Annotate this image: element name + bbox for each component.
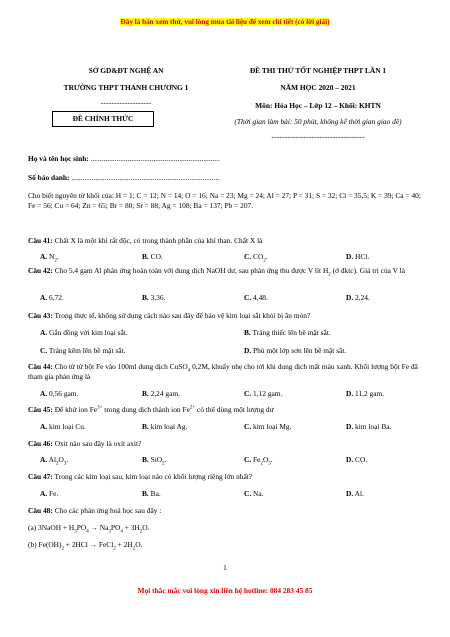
preview-banner: Đây là bản xem thử, vui lòng mua tài liệu để xem chi tiết (có lời giải): [120, 18, 330, 26]
question-46: Câu 46: Oxit nào sau đây là oxit axit?: [28, 439, 142, 448]
option-b: B. 2,24 gam.: [142, 389, 180, 398]
option-d: D. Al.: [346, 489, 364, 498]
page-number: 1: [223, 563, 227, 572]
question-47: Câu 47: Trong các kim loại sau, kim loại nào có khối lượng riêng lớn nhất?: [28, 472, 253, 481]
time-note: (Thời gian làm bài: 50 phút, không kể thời gian giao đề): [234, 117, 402, 126]
exam-title: ĐỀ THI THỬ TỐT NGHIỆP THPT LẦN 1: [249, 66, 387, 75]
left-divider: -------------------: [100, 98, 152, 107]
question-42: Câu 42: Cho 5,4 gam Al phản ứng hoàn toàn với dung dịch NaOH dư, sau phản ứng thu được V lít $H_2$ (ở đktc). Giá trị của V là: [28, 266, 406, 278]
right-divider: -----------------------------------: [271, 132, 365, 141]
reaction-b: (b) $Fe(OH)_2 + 2HCl$ → FeCl$_2$ + $2H_2O$.: [28, 540, 143, 552]
option-b: B. SiO$_2$.: [142, 455, 167, 467]
student-id-dots: ................................................................................: [69, 173, 220, 182]
option-a: A. Gắn đồng với kim loại sắt.: [40, 328, 128, 337]
hotline-footer: Mọi thắc mắc vui lòng xin liên hệ hotline: 084 283 45 85: [137, 586, 313, 595]
school-year: NĂM HỌC 2020 – 2021: [280, 83, 356, 92]
option-b: B. CO.: [142, 252, 163, 261]
option-a: A. 0,56 gam.: [40, 389, 79, 398]
option-a: A. 6,72.: [40, 293, 64, 302]
option-a: A. kim loại Cu.: [40, 422, 86, 431]
option-d: D. Phủ một lớp sơn lên bề mặt sắt.: [244, 346, 347, 355]
option-d: D. 11,2 gam.: [346, 389, 385, 398]
school-name: TRƯỜNG THPT THANH CHƯƠNG 1: [63, 83, 189, 92]
question-48: Câu 48: Cho các phản ứng hoá học sau đây :: [28, 506, 162, 515]
option-d: D. 2,24.: [346, 293, 370, 302]
subject-line: Môn: Hóa Học – Lớp 12 – Khối: KHTN: [255, 101, 381, 110]
question-text: Chất X là một khí rất độc, có trong thành phần của khí than. Chất X là: [52, 236, 263, 245]
option-b: B. kim loại Ag.: [142, 422, 188, 431]
student-name-line: [28, 154, 428, 163]
question-44: Câu 44: Cho từ từ bột Fe vào 100ml dung dịch CuSO$_4$ 0,2M, khuấy nhẹ cho tới khi dung dịch mất màu xanh. Khối lượng bột Fe đã tham gia phản ứng là: [28, 362, 418, 381]
option-c: C. Tráng kẽm lên bề mặt sắt.: [40, 346, 126, 355]
option-c: C. $Fe_2O_3$.: [244, 455, 273, 467]
student-name-dots: ......................................................................: [88, 154, 220, 163]
option-a: A. $N_2$.: [40, 252, 59, 264]
question-45: Câu 45: Để khử ion $Fe^{3+}$ trong dung dịch thành ion $Fe^{2+}$ có thể dùng một lượng dư: [28, 405, 274, 414]
option-a: A. $Al_2O_3$.: [40, 455, 69, 467]
option-c: C. 1,12 gam.: [244, 389, 283, 398]
question-43: Câu 43: Trong thực tế, không sử dụng cách nào sau đây để bảo vệ kim loại sắt khỏi bị ăn mòn?: [28, 311, 311, 320]
student-name-label: Họ và tên học sinh:: [28, 154, 89, 163]
question-41: [28, 236, 428, 246]
department-name: SỞ GD&ĐT NGHỆ AN: [88, 66, 164, 75]
option-b: B. Ba.: [142, 489, 161, 498]
option-b: B. Tráng thiếc lên bề mặt sắt.: [244, 328, 331, 337]
option-d: D. kim loại Ba.: [346, 422, 392, 431]
student-id-label: Số báo danh:: [28, 173, 70, 182]
reaction-a: (a) 3NaOH + $H_3PO_4 \to Na_3PO_4 + 3H_2O$.: [28, 523, 150, 535]
option-d: D. HCl.: [346, 252, 370, 261]
option-a: A. Fe.: [40, 489, 59, 498]
option-c: C. kim loại Mg.: [244, 422, 292, 431]
option-c: C. Na.: [244, 489, 264, 498]
option-c: C. $CO_2$.: [244, 252, 268, 264]
student-id-line: [28, 173, 428, 182]
official-exam-box: ĐỀ CHÍNH THỨC: [52, 111, 154, 127]
question-number: Câu 41:: [28, 236, 53, 245]
option-d: D. CO.: [346, 455, 368, 464]
option-b: B. 3,36.: [142, 293, 166, 302]
atomic-masses: Cho biết nguyên tử khối của: H = 1; C = 12; N = 14; O = 16; Na = 23; Mg = 24; Al = 27; P = 31; S = 32; Cl = 35,5; K = 39; Ca = 40; Fe = 56; Cu = 64; Zn = 65; Br = 80; Sr = 88; Ag = 108; Ba = 137; Pb = 207.: [28, 191, 421, 210]
option-c: C. 4,48.: [244, 293, 268, 302]
